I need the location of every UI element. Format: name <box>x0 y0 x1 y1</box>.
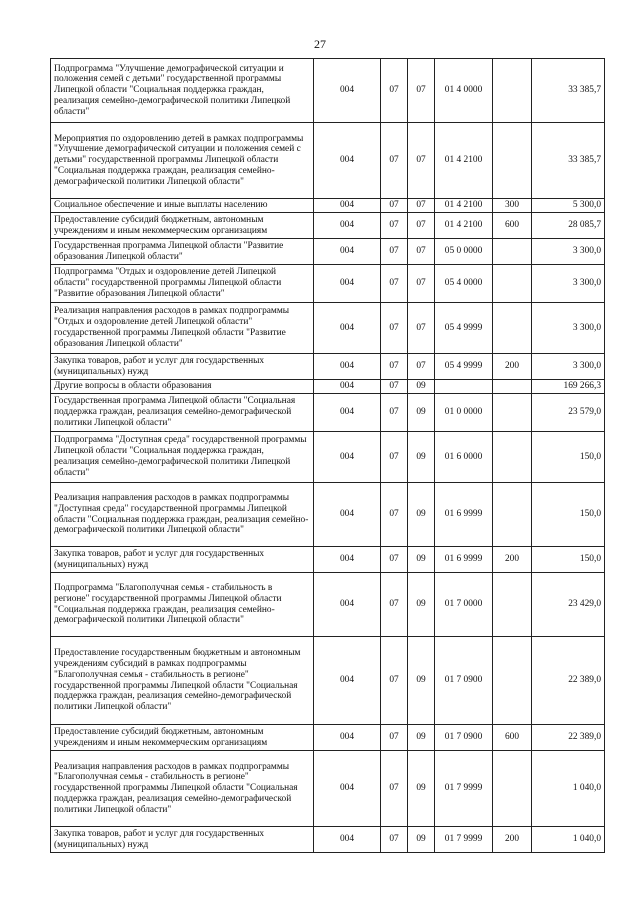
cell-sum: 22 389,0 <box>532 637 605 725</box>
cell-sum: 169 266,3 <box>532 380 605 394</box>
cell-rz: 07 <box>381 637 408 725</box>
cell-rz: 07 <box>381 123 408 199</box>
table-row <box>51 303 605 354</box>
cell-csr: 01 4 2100 <box>435 199 493 213</box>
table-row <box>51 547 605 573</box>
cell-ved: 004 <box>314 199 381 213</box>
cell-sum: 23 579,0 <box>532 394 605 432</box>
cell-name: Подпрограмма "Благополучная семья - стабильность в регионе" государственной программы Липецкой области "Социальная поддержка граждан, реализация семейно-демографической политики Липецкой области" <box>51 573 314 637</box>
cell-name: Социальное обеспечение и иные выплаты населению <box>51 199 314 213</box>
cell-sum: 23 429,0 <box>532 573 605 637</box>
cell-csr: 05 4 9999 <box>435 303 493 354</box>
cell-vr <box>493 265 532 303</box>
cell-csr: 01 7 0900 <box>435 637 493 725</box>
cell-vr: 200 <box>493 354 532 380</box>
cell-vr: 200 <box>493 547 532 573</box>
cell-vr <box>493 239 532 265</box>
table-row <box>51 751 605 827</box>
cell-vr: 600 <box>493 213 532 239</box>
cell-csr: 01 4 0000 <box>435 59 493 123</box>
cell-rz: 07 <box>381 573 408 637</box>
cell-rz: 07 <box>381 394 408 432</box>
cell-name: Государственная программа Липецкой области "Социальная поддержка граждан, реализация семейно-демографической политики Липецкой области" <box>51 394 314 432</box>
cell-ved: 004 <box>314 483 381 547</box>
cell-name: Государственная программа Липецкой области "Развитие образования Липецкой области" <box>51 239 314 265</box>
cell-rz: 07 <box>381 725 408 751</box>
cell-csr: 05 0 0000 <box>435 239 493 265</box>
cell-vr: 200 <box>493 827 532 853</box>
cell-csr: 01 0 0000 <box>435 394 493 432</box>
cell-pr: 09 <box>408 483 435 547</box>
cell-vr <box>493 432 532 483</box>
cell-ved: 004 <box>314 432 381 483</box>
cell-ved: 004 <box>314 265 381 303</box>
cell-csr: 01 6 9999 <box>435 483 493 547</box>
page-number: 27 <box>314 37 326 51</box>
cell-sum: 22 389,0 <box>532 725 605 751</box>
cell-name: Закупка товаров, работ и услуг для государственных (муниципальных) нужд <box>51 547 314 573</box>
cell-name: Реализация направления расходов в рамках подпрограммы "Отдых и оздоровление детей Липецкой области" государственной программы Липецкой области "Развитие образования Липецкой области" <box>51 303 314 354</box>
cell-vr: 600 <box>493 725 532 751</box>
cell-name: Другие вопросы в области образования <box>51 380 314 394</box>
table-row <box>51 265 605 303</box>
cell-name: Подпрограмма "Улучшение демографической ситуации и положения семей с детьми" государственной программы Липецкой области "Социальная поддержка граждан, реализация семейно-демографической политики Липецкой области" <box>51 59 314 123</box>
cell-csr: 01 4 2100 <box>435 123 493 199</box>
cell-rz: 07 <box>381 354 408 380</box>
cell-ved: 004 <box>314 725 381 751</box>
budget-table <box>50 58 605 853</box>
cell-sum: 3 300,0 <box>532 303 605 354</box>
cell-pr: 07 <box>408 354 435 380</box>
cell-rz: 07 <box>381 432 408 483</box>
cell-csr: 05 4 9999 <box>435 354 493 380</box>
cell-pr: 07 <box>408 265 435 303</box>
table-row <box>51 59 605 123</box>
table-row <box>51 394 605 432</box>
cell-csr: 05 4 0000 <box>435 265 493 303</box>
cell-rz: 07 <box>381 199 408 213</box>
cell-sum: 3 300,0 <box>532 354 605 380</box>
cell-name: Предоставление субсидий бюджетным, автономным учреждениям и иным некоммерческим организациям <box>51 725 314 751</box>
cell-vr <box>493 751 532 827</box>
cell-sum: 3 300,0 <box>532 265 605 303</box>
cell-csr: 01 6 9999 <box>435 547 493 573</box>
table-row <box>51 354 605 380</box>
cell-sum: 3 300,0 <box>532 239 605 265</box>
cell-sum: 150,0 <box>532 547 605 573</box>
cell-name: Подпрограмма "Доступная среда" государственной программы Липецкой области "Социальная поддержка граждан, реализация семейно-демографической политики Липецкой области" <box>51 432 314 483</box>
cell-vr <box>493 380 532 394</box>
table-row <box>51 123 605 199</box>
table-row <box>51 573 605 637</box>
cell-vr <box>493 573 532 637</box>
cell-rz: 07 <box>381 827 408 853</box>
table-row <box>51 213 605 239</box>
cell-pr: 09 <box>408 751 435 827</box>
cell-sum: 33 385,7 <box>532 123 605 199</box>
cell-rz: 07 <box>381 547 408 573</box>
cell-ved: 004 <box>314 547 381 573</box>
cell-ved: 004 <box>314 394 381 432</box>
table-row <box>51 199 605 213</box>
cell-pr: 07 <box>408 303 435 354</box>
cell-name: Реализация направления расходов в рамках подпрограммы "Благополучная семья - стабильность в регионе" государственной программы Липецкой области "Социальная поддержка граждан, реализация семейно-демографической политики Липецкой области" <box>51 751 314 827</box>
cell-ved: 004 <box>314 59 381 123</box>
cell-name: Реализация направления расходов в рамках подпрограммы "Доступная среда" государственной программы Липецкой области "Социальная поддержка граждан, реализация семейно-демографической политики Липецкой области" <box>51 483 314 547</box>
table-row <box>51 827 605 853</box>
cell-rz: 07 <box>381 265 408 303</box>
cell-pr: 07 <box>408 59 435 123</box>
cell-ved: 004 <box>314 213 381 239</box>
cell-pr: 07 <box>408 123 435 199</box>
cell-pr: 09 <box>408 394 435 432</box>
table-row <box>51 432 605 483</box>
cell-pr: 09 <box>408 827 435 853</box>
cell-csr: 01 7 0900 <box>435 725 493 751</box>
table-row <box>51 380 605 394</box>
cell-name: Подпрограмма "Отдых и оздоровление детей Липецкой области" государственной программы Липецкой области "Развитие образования Липецкой области" <box>51 265 314 303</box>
cell-csr: 01 7 9999 <box>435 827 493 853</box>
table-row <box>51 483 605 547</box>
cell-ved: 004 <box>314 380 381 394</box>
cell-csr: 01 7 9999 <box>435 751 493 827</box>
cell-vr <box>493 59 532 123</box>
cell-name: Мероприятия по оздоровлению детей в рамках подпрограммы "Улучшение демографической ситуации и положения семей с детьми" государственной программы Липецкой области "Социальная поддержка граждан, реализация семейно-демографической политики Липецкой области" <box>51 123 314 199</box>
cell-vr: 300 <box>493 199 532 213</box>
cell-pr: 07 <box>408 239 435 265</box>
cell-rz: 07 <box>381 303 408 354</box>
cell-rz: 07 <box>381 483 408 547</box>
cell-pr: 09 <box>408 637 435 725</box>
cell-rz: 07 <box>381 213 408 239</box>
cell-sum: 1 040,0 <box>532 827 605 853</box>
table-row <box>51 637 605 725</box>
cell-pr: 09 <box>408 725 435 751</box>
cell-ved: 004 <box>314 751 381 827</box>
cell-name: Закупка товаров, работ и услуг для государственных (муниципальных) нужд <box>51 827 314 853</box>
cell-ved: 004 <box>314 123 381 199</box>
cell-pr: 07 <box>408 199 435 213</box>
cell-sum: 150,0 <box>532 432 605 483</box>
cell-vr <box>493 637 532 725</box>
cell-sum: 1 040,0 <box>532 751 605 827</box>
table-row <box>51 239 605 265</box>
cell-rz: 07 <box>381 751 408 827</box>
cell-pr: 09 <box>408 573 435 637</box>
cell-vr <box>493 483 532 547</box>
cell-rz: 07 <box>381 380 408 394</box>
cell-name: Закупка товаров, работ и услуг для государственных (муниципальных) нужд <box>51 354 314 380</box>
table-row <box>51 725 605 751</box>
cell-ved: 004 <box>314 573 381 637</box>
cell-pr: 09 <box>408 380 435 394</box>
cell-csr <box>435 380 493 394</box>
cell-pr: 09 <box>408 432 435 483</box>
cell-vr <box>493 303 532 354</box>
cell-vr <box>493 123 532 199</box>
cell-ved: 004 <box>314 354 381 380</box>
cell-rz: 07 <box>381 59 408 123</box>
cell-rz: 07 <box>381 239 408 265</box>
budget-table-body <box>51 59 605 853</box>
cell-sum: 150,0 <box>532 483 605 547</box>
cell-ved: 004 <box>314 303 381 354</box>
cell-pr: 07 <box>408 213 435 239</box>
cell-ved: 004 <box>314 827 381 853</box>
cell-sum: 28 085,7 <box>532 213 605 239</box>
cell-ved: 004 <box>314 239 381 265</box>
cell-ved: 004 <box>314 637 381 725</box>
cell-name: Предоставление государственным бюджетным и автономным учреждениям субсидий в рамках подпрограммы "Благополучная семья - стабильность в регионе" государственной программы Липецкой области "Социальная поддержка граждан, реализация семейно-демографической политики Липецкой области" <box>51 637 314 725</box>
cell-vr <box>493 394 532 432</box>
cell-csr: 01 7 0000 <box>435 573 493 637</box>
cell-pr: 09 <box>408 547 435 573</box>
cell-sum: 33 385,7 <box>532 59 605 123</box>
cell-csr: 01 6 0000 <box>435 432 493 483</box>
cell-sum: 5 300,0 <box>532 199 605 213</box>
cell-csr: 01 4 2100 <box>435 213 493 239</box>
cell-name: Предоставление субсидий бюджетным, автономным учреждениям и иным некоммерческим организациям <box>51 213 314 239</box>
